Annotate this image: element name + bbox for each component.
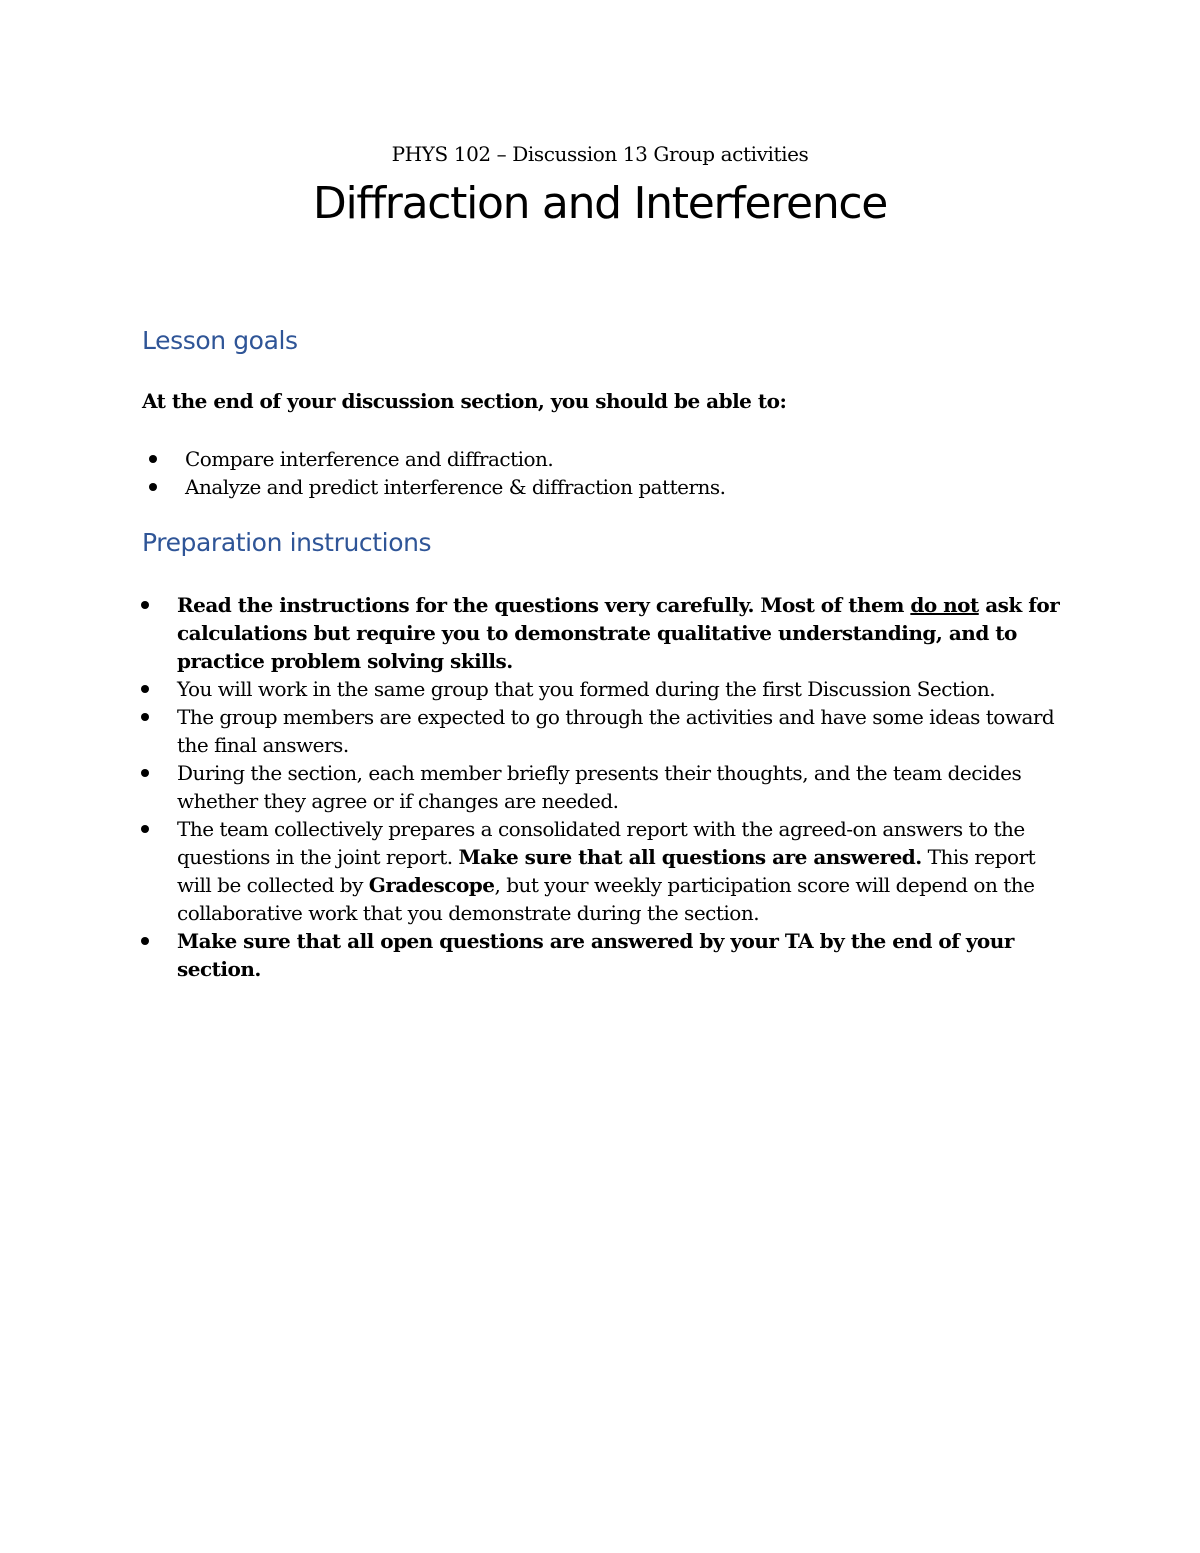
goal-text: Compare interference and diffraction. <box>185 447 554 471</box>
bullet-icon <box>141 825 149 833</box>
goals-lead-text: At the end of your discussion section, you should be able to: <box>142 389 787 413</box>
bullet-icon <box>149 483 157 491</box>
emphasis-underline: do not <box>910 593 979 617</box>
page-title: Diffraction and Interference <box>312 178 888 229</box>
emphasis-bold: Gradescope <box>368 873 495 897</box>
list-item <box>185 445 885 473</box>
instruction-text: You will work in the same group that you formed during the first Discussion Section. <box>177 677 996 701</box>
list-item <box>185 473 885 501</box>
instruction-text: ask for calculations but require you to demonstrate qualitative understanding, and to practice problem solving skills. <box>177 593 1060 673</box>
list-item <box>177 591 1067 675</box>
instruction-text: Read the instructions for the questions very carefully. Most of them <box>177 593 911 617</box>
instruction-text: Make sure that all open questions are answered by your TA by the end of your section. <box>177 929 1014 981</box>
list-item <box>177 759 1067 815</box>
bullet-icon <box>141 769 149 777</box>
bullet-icon <box>141 685 149 693</box>
goal-text: Analyze and predict interference & diffraction patterns. <box>185 475 726 499</box>
instruction-text: , but your weekly participation score will depend on the collaborative work that you demonstrate during the section. <box>177 873 1035 925</box>
instruction-text: This report will be collected by <box>177 845 1036 897</box>
bullet-icon <box>149 455 157 463</box>
list-item <box>177 703 1067 759</box>
instruction-text: During the section, each member briefly presents their thoughts, and the team decides whether they agree or if changes are needed. <box>177 761 1022 813</box>
bullet-icon <box>141 601 149 609</box>
list-item <box>177 815 1067 927</box>
bullet-icon <box>141 937 149 945</box>
list-item <box>177 927 1067 983</box>
preparation-heading: Preparation instructions <box>142 528 432 557</box>
course-subtitle: PHYS 102 – Discussion 13 Group activities <box>391 142 809 166</box>
emphasis-bold: Make sure that all questions are answered. <box>458 845 922 869</box>
bullet-icon <box>141 713 149 721</box>
lesson-goals-heading: Lesson goals <box>142 326 298 355</box>
instruction-text: The group members are expected to go through the activities and have some ideas toward the final answers. <box>177 705 1055 757</box>
goals-list <box>185 445 885 501</box>
instruction-text: The team collectively prepares a consolidated report with the agreed-on answers to the questions in the joint report. <box>177 817 1025 869</box>
preparation-list <box>177 591 1067 983</box>
list-item <box>177 675 1067 703</box>
